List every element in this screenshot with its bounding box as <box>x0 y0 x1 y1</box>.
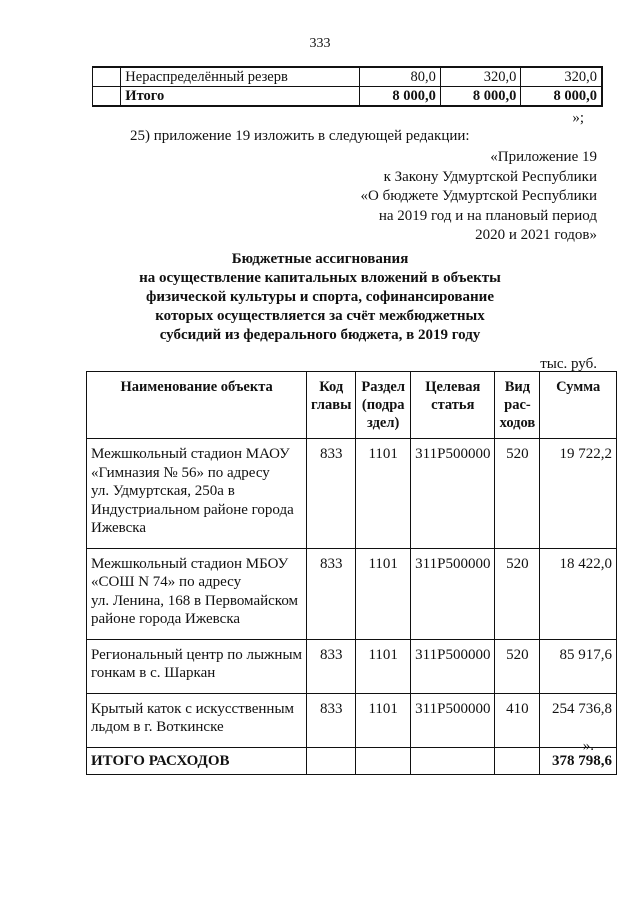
table-row <box>87 693 617 747</box>
code-cell: 833 <box>307 693 356 747</box>
header-section: Раздел (подра здел) <box>356 372 411 439</box>
header-type: Вид рас- ходов <box>495 372 540 439</box>
object-name: Межшкольный стадион МБОУ «СОШ N 74» по адресу ул. Ленина, 168 в Первомайском районе города Ижевска <box>87 548 307 639</box>
title-line: на осуществление капитальных вложений в объекты <box>139 270 501 286</box>
sum-cell: 85 917,6 <box>540 639 617 693</box>
appendix-line: «Приложение 19 <box>490 149 597 165</box>
sum-cell: 254 736,8 <box>540 693 617 747</box>
value-cell: 8 000,0 <box>440 87 521 107</box>
target-cell: 311P500000 <box>411 693 495 747</box>
target-cell: 311P500000 <box>411 548 495 639</box>
table-cell <box>93 67 121 87</box>
value-cell: 320,0 <box>440 67 521 87</box>
header-code: Код главы <box>307 372 356 439</box>
table-cell <box>495 747 540 775</box>
type-cell: 410 <box>495 693 540 747</box>
table-row-total <box>87 747 617 775</box>
table-row <box>87 548 617 639</box>
section-cell: 1101 <box>356 639 411 693</box>
table-row <box>87 439 617 549</box>
section-cell: 1101 <box>356 693 411 747</box>
header-target: Целевая статья <box>411 372 495 439</box>
total-label: ИТОГО РАСХОДОВ <box>87 747 307 775</box>
total-sum: 378 798,6 <box>540 747 617 775</box>
value-cell: 8 000,0 <box>521 87 602 107</box>
target-cell: 311P500000 <box>411 639 495 693</box>
section-cell: 1101 <box>356 439 411 549</box>
code-cell: 833 <box>307 548 356 639</box>
table-row <box>93 67 603 87</box>
appendix-line: к Закону Удмуртской Республики <box>383 168 597 185</box>
header-name: Наименование объекта <box>87 372 307 439</box>
table-cell <box>307 747 356 775</box>
type-cell: 520 <box>495 639 540 693</box>
object-name: Крытый каток с искусственным льдом в г. Воткинске <box>87 693 307 747</box>
title-line: субсидий из федерального бюджета, в 2019 году <box>159 327 481 343</box>
table-header-row <box>87 372 617 439</box>
object-name: Межшкольный стадион МАОУ «Гимназия № 56» по адресу ул. Удмуртская, 250а в Индустриальном районе города Ижевска <box>87 439 307 549</box>
closing-quote: »; <box>572 110 584 126</box>
row-name: Итого <box>121 87 360 107</box>
appendix-line: на 2019 год и на плановый период <box>378 207 597 224</box>
object-name: Региональный центр по лыжным гонкам в с. Шаркан <box>87 639 307 693</box>
appendix-header <box>361 148 597 246</box>
section-cell: 1101 <box>356 548 411 639</box>
code-cell: 833 <box>307 639 356 693</box>
type-cell: 520 <box>495 439 540 549</box>
code-cell: 833 <box>307 439 356 549</box>
sum-cell: 18 422,0 <box>540 548 617 639</box>
title-line: Бюджетные ассигнования <box>231 251 409 267</box>
sum-cell: 19 722,2 <box>540 439 617 549</box>
table-cell <box>411 747 495 775</box>
header-sum: Сумма <box>540 372 617 439</box>
value-cell: 8 000,0 <box>360 87 441 107</box>
row-name: Нераспределённый резерв <box>121 67 360 87</box>
units-label: тыс. руб. <box>540 356 597 372</box>
allocations-table <box>86 371 617 775</box>
page-number: 333 <box>309 36 331 51</box>
appendix-line: «О бюджете Удмуртской Республики <box>360 188 597 204</box>
value-cell: 80,0 <box>360 67 441 87</box>
title-line: которых осуществляется за счёт межбюджетных <box>155 308 485 324</box>
type-cell: 520 <box>495 548 540 639</box>
reserve-table <box>92 66 603 107</box>
title-line: физической культуры и спорта, софинансирование <box>146 289 494 305</box>
table-row <box>87 639 617 693</box>
closing-quote: ». <box>582 738 594 754</box>
table-row-total <box>93 87 603 107</box>
value-cell: 320,0 <box>521 67 602 87</box>
document-title <box>0 250 640 345</box>
instruction-text: 25) приложение 19 изложить в следующей редакции: <box>130 128 470 144</box>
target-cell: 311P500000 <box>411 439 495 549</box>
table-cell <box>93 87 121 107</box>
appendix-line: 2020 и 2021 годов» <box>475 227 597 243</box>
table-cell <box>356 747 411 775</box>
